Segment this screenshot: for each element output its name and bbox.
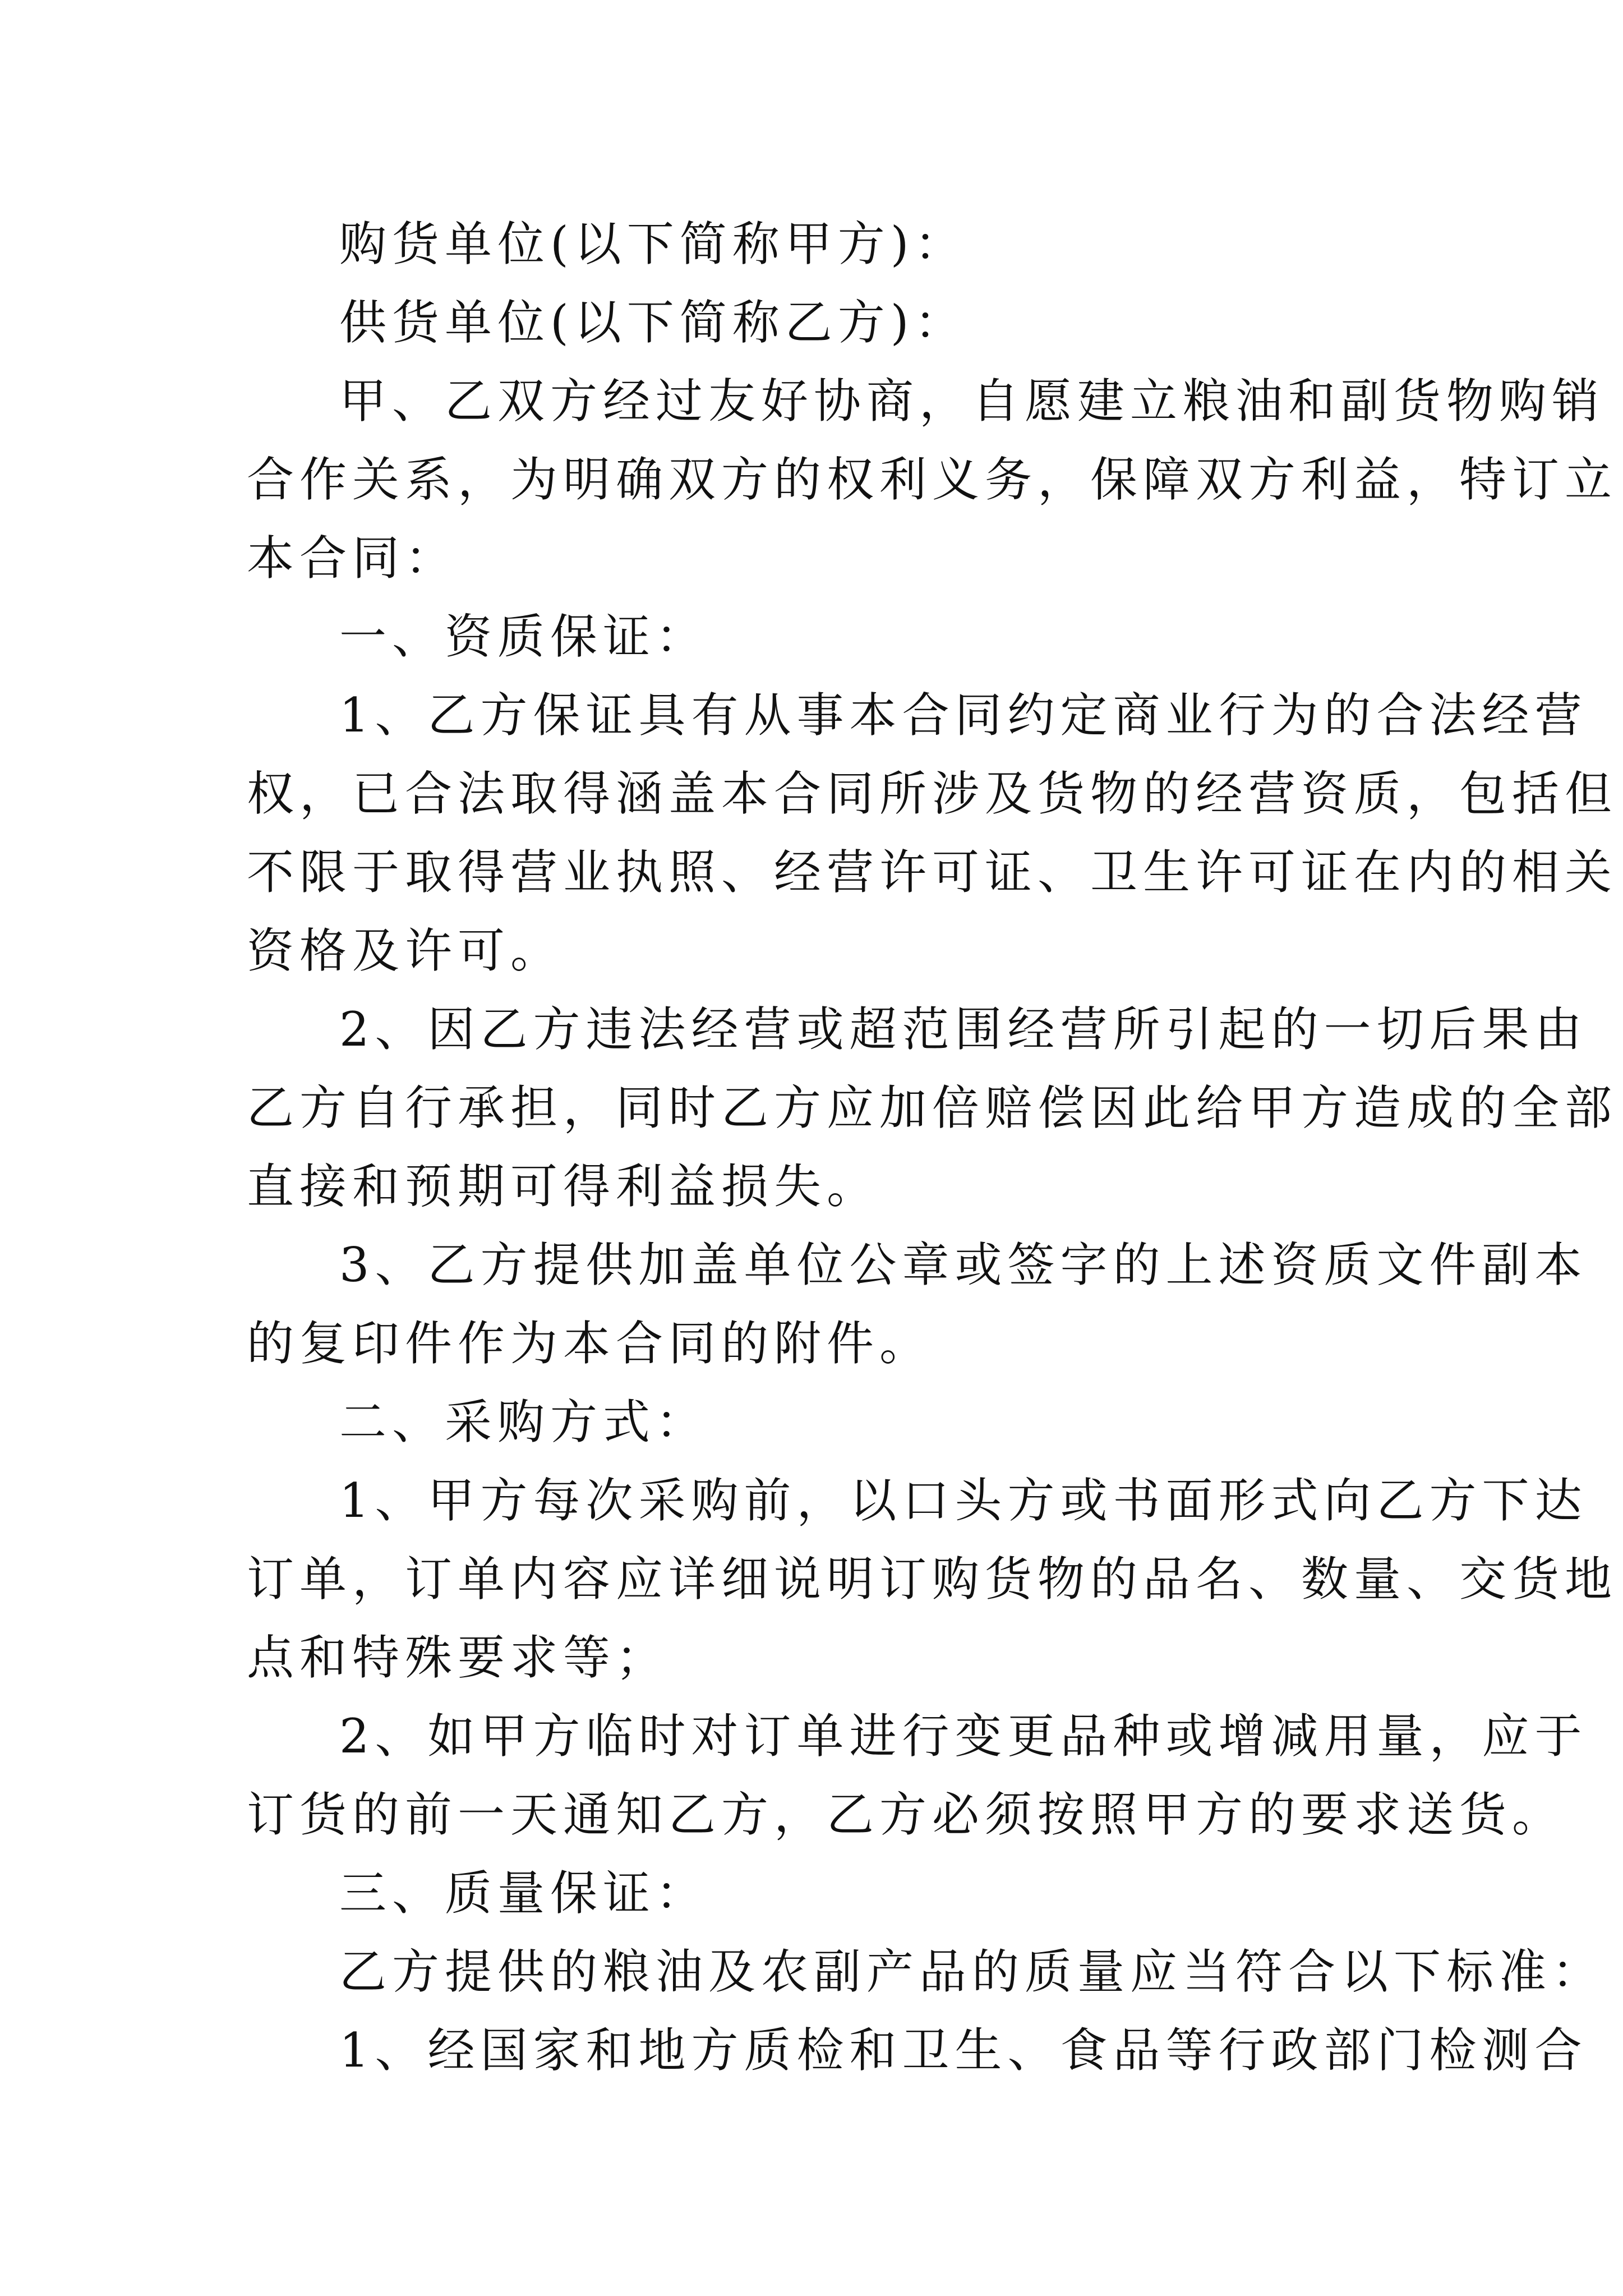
clause-1-1-line-4: 资格及许可。 bbox=[247, 923, 564, 978]
clause-2-2-line-2: 订货的前一天通知乙方，乙方必须按照甲方的要求送货。 bbox=[247, 1787, 1565, 1842]
clause-1-1-line-3: 不限于取得营业执照、经营许可证、卫生许可证在内的相关 bbox=[247, 845, 1618, 900]
clause-1-2-line-1: 2、因乙方违法经营或超范围经营所引起的一切后果由 bbox=[339, 1002, 1588, 1057]
preamble-line-2: 合作关系，为明确双方的权利义务，保障双方利益，特订立 bbox=[247, 452, 1618, 507]
clause-2-2-line-1: 2、如甲方临时对订单进行变更品种或增减用量，应于 bbox=[339, 1709, 1588, 1764]
contract-body bbox=[247, 205, 1618, 2090]
section-1-heading: 一、资质保证： bbox=[339, 609, 709, 664]
clause-1-1-line-1: 1、乙方保证具有从事本合同约定商业行为的合法经营 bbox=[339, 688, 1588, 743]
clause-2-1-line-2: 订单，订单内容应详细说明订购货物的品名、数量、交货地 bbox=[247, 1552, 1618, 1607]
preamble-line-3: 本合同： bbox=[247, 531, 458, 586]
section-3-intro: 乙方提供的粮油及农副产品的质量应当符合以下标准： bbox=[339, 1944, 1605, 1999]
clause-3-1-line-1: 1、经国家和地方质检和卫生、食品等行政部门检测合 bbox=[339, 2023, 1588, 2078]
clause-1-3-line-1: 3、乙方提供加盖单位公章或签字的上述资质文件副本 bbox=[339, 1237, 1588, 1292]
section-3-heading: 三、质量保证： bbox=[339, 1866, 709, 1921]
preamble-line-1: 甲、乙双方经过友好协商，自愿建立粮油和副货物购销 bbox=[339, 374, 1605, 429]
section-2-heading: 二、采购方式： bbox=[339, 1395, 709, 1450]
clause-2-1-line-1: 1、甲方每次采购前，以口头方或书面形式向乙方下达 bbox=[339, 1473, 1588, 1528]
clause-1-2-line-2: 乙方自行承担，同时乙方应加倍赔偿因此给甲方造成的全部 bbox=[247, 1080, 1618, 1135]
clause-1-2-line-3: 直接和预期可得利益损失。 bbox=[247, 1159, 880, 1214]
supplier-line: 供货单位(以下简称乙方)： bbox=[339, 295, 967, 350]
clause-2-1-line-3: 点和特殊要求等； bbox=[247, 1630, 669, 1685]
clause-1-1-line-2: 权，已合法取得涵盖本合同所涉及货物的经营资质，包括但 bbox=[247, 766, 1618, 821]
purchaser-line: 购货单位(以下简称甲方)： bbox=[339, 217, 967, 272]
clause-1-3-line-2: 的复印件作为本合同的附件。 bbox=[247, 1316, 933, 1371]
